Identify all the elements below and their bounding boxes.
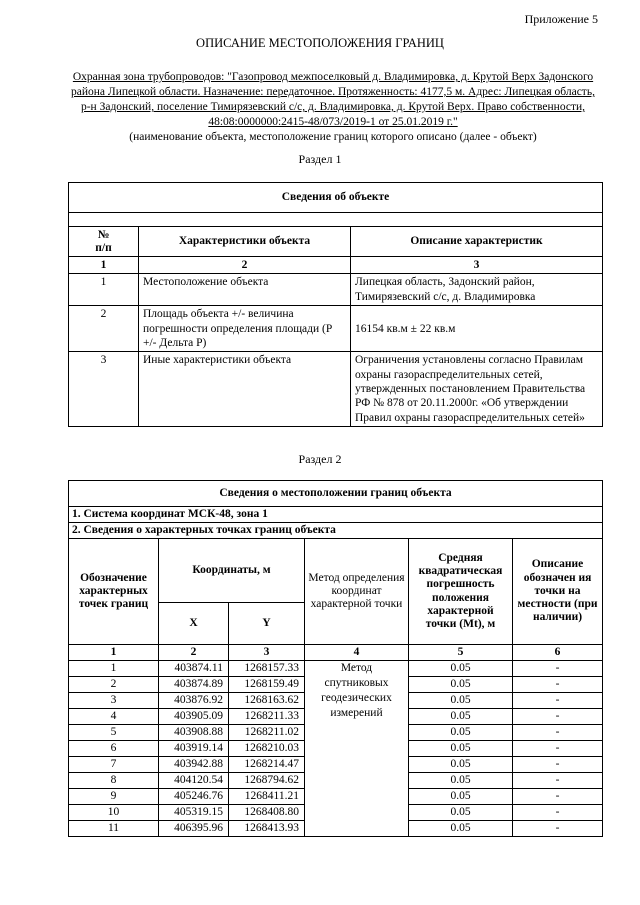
point-location: - bbox=[513, 805, 603, 821]
point-mt: 0.05 bbox=[409, 773, 513, 789]
index-cell: 4 bbox=[305, 645, 409, 661]
point-x: 405319.15 bbox=[159, 805, 229, 821]
boundary-points-table bbox=[68, 480, 603, 837]
section2-label: Раздел 2 bbox=[298, 452, 342, 466]
point-mt: 0.05 bbox=[409, 693, 513, 709]
row-description: Ограничения установлены согласно Правилам охраны газораспределительных сетей, утвержденных постановлением Правительства РФ № 878 от 20.11.2000г. «Об утверждении Правил охраны газораспределительных сетей» bbox=[351, 352, 603, 427]
point-location: - bbox=[513, 789, 603, 805]
index-cell: 1 bbox=[69, 645, 159, 661]
point-id: 10 bbox=[69, 805, 159, 821]
index-cell: 3 bbox=[351, 257, 603, 274]
point-location: - bbox=[513, 741, 603, 757]
object-info-table bbox=[68, 182, 603, 427]
index-cell: 6 bbox=[513, 645, 603, 661]
point-id: 3 bbox=[69, 693, 159, 709]
point-y: 1268408.80 bbox=[229, 805, 305, 821]
index-cell: 5 bbox=[409, 645, 513, 661]
point-mt: 0.05 bbox=[409, 725, 513, 741]
row-num: 2 bbox=[69, 306, 139, 352]
point-x: 403876.92 bbox=[159, 693, 229, 709]
object-info-title: Сведения об объекте bbox=[69, 183, 603, 213]
point-location: - bbox=[513, 693, 603, 709]
table-row bbox=[69, 352, 603, 427]
point-x: 403942.88 bbox=[159, 757, 229, 773]
point-y: 1268211.02 bbox=[229, 725, 305, 741]
points-subtitle: 2. Сведения о характерных точках границ объекта bbox=[69, 523, 603, 539]
point-x: 403908.88 bbox=[159, 725, 229, 741]
header-y: Y bbox=[229, 603, 305, 645]
boundary-table-title: Сведения о местоположении границ объекта bbox=[69, 481, 603, 507]
point-y: 1268214.47 bbox=[229, 757, 305, 773]
point-x: 403874.89 bbox=[159, 677, 229, 693]
object-caption: (наименование объекта, местоположение границ которого описано (далее - объект) bbox=[129, 130, 537, 143]
point-id: 4 bbox=[69, 709, 159, 725]
point-y: 1268411.21 bbox=[229, 789, 305, 805]
table-row bbox=[69, 306, 603, 352]
header-method: Метод определения координат характерной точки bbox=[305, 539, 409, 645]
header-x: X bbox=[159, 603, 229, 645]
point-id: 1 bbox=[69, 661, 159, 677]
row-num: 3 bbox=[69, 352, 139, 427]
row-description: Липецкая область, Задонский район, Тимирязевский с/с, д. Владимировка bbox=[351, 274, 603, 306]
header-accuracy: Средняя квадратическая погрешность положения характерной точки (Mt), м bbox=[409, 539, 513, 645]
point-y: 1268157.33 bbox=[229, 661, 305, 677]
point-location: - bbox=[513, 661, 603, 677]
header-point: Обозначение характерных точек границ bbox=[69, 539, 159, 645]
header-characteristic: Характеристики объекта bbox=[139, 227, 351, 257]
header-description: Описание характеристик bbox=[351, 227, 603, 257]
header-location: Описание обозначен ия точки на местности (при наличии) bbox=[513, 539, 603, 645]
point-location: - bbox=[513, 709, 603, 725]
object-name: Охранная зона трубопроводов: "Газопровод межпоселковый д. Владимировка, д. Крутой Верх Задонского района Липецкой области. Назначение: передаточное. Протяженность: 4177,5 м. Адрес: Липецкая область, р-н Задонский, поселение Тимирязевский с/с, д. Владимировка, д. Крутой Верх. Право собственности, 48:08:0000000:2415-48/073/2019-1 от 25.01.2019 г." bbox=[71, 71, 595, 128]
index-cell: 2 bbox=[159, 645, 229, 661]
point-x: 405246.76 bbox=[159, 789, 229, 805]
point-y: 1268163.62 bbox=[229, 693, 305, 709]
header-coords: Координаты, м bbox=[159, 539, 305, 603]
point-mt: 0.05 bbox=[409, 677, 513, 693]
spacer-row bbox=[69, 213, 603, 227]
point-y: 1268159.49 bbox=[229, 677, 305, 693]
index-cell: 2 bbox=[139, 257, 351, 274]
header-num: № п/п bbox=[69, 227, 139, 257]
document-title: ОПИСАНИЕ МЕСТОПОЛОЖЕНИЯ ГРАНИЦ bbox=[196, 36, 444, 50]
object-description bbox=[68, 70, 598, 145]
index-cell: 1 bbox=[69, 257, 139, 274]
point-location: - bbox=[513, 773, 603, 789]
point-x: 406395.96 bbox=[159, 821, 229, 837]
point-id: 9 bbox=[69, 789, 159, 805]
point-mt: 0.05 bbox=[409, 789, 513, 805]
table-row bbox=[69, 274, 603, 306]
point-id: 7 bbox=[69, 757, 159, 773]
point-id: 11 bbox=[69, 821, 159, 837]
section1-label: Раздел 1 bbox=[298, 152, 342, 166]
point-x: 403874.11 bbox=[159, 661, 229, 677]
appendix-label: Приложение 5 bbox=[524, 12, 598, 26]
method-cell: Метод спутниковых геодезических измерений bbox=[305, 661, 409, 837]
point-y: 1268211.33 bbox=[229, 709, 305, 725]
table-row bbox=[69, 661, 603, 677]
point-location: - bbox=[513, 725, 603, 741]
coord-system: 1. Система координат МСК-48, зона 1 bbox=[69, 507, 603, 523]
point-mt: 0.05 bbox=[409, 757, 513, 773]
row-characteristic: Иные характеристики объекта bbox=[139, 352, 351, 427]
point-y: 1268210.03 bbox=[229, 741, 305, 757]
point-id: 2 bbox=[69, 677, 159, 693]
point-x: 404120.54 bbox=[159, 773, 229, 789]
index-cell: 3 bbox=[229, 645, 305, 661]
point-y: 1268413.93 bbox=[229, 821, 305, 837]
point-location: - bbox=[513, 821, 603, 837]
row-num: 1 bbox=[69, 274, 139, 306]
point-location: - bbox=[513, 677, 603, 693]
point-id: 6 bbox=[69, 741, 159, 757]
row-characteristic: Площадь объекта +/- величина погрешности определения площади (Р +/- Дельта Р) bbox=[139, 306, 351, 352]
point-y: 1268794.62 bbox=[229, 773, 305, 789]
point-mt: 0.05 bbox=[409, 709, 513, 725]
point-x: 403905.09 bbox=[159, 709, 229, 725]
point-mt: 0.05 bbox=[409, 661, 513, 677]
point-mt: 0.05 bbox=[409, 741, 513, 757]
point-location: - bbox=[513, 757, 603, 773]
row-characteristic: Местоположение объекта bbox=[139, 274, 351, 306]
point-x: 403919.14 bbox=[159, 741, 229, 757]
point-id: 8 bbox=[69, 773, 159, 789]
point-mt: 0.05 bbox=[409, 821, 513, 837]
row-description: 16154 кв.м ± 22 кв.м bbox=[351, 306, 603, 352]
point-mt: 0.05 bbox=[409, 805, 513, 821]
point-id: 5 bbox=[69, 725, 159, 741]
